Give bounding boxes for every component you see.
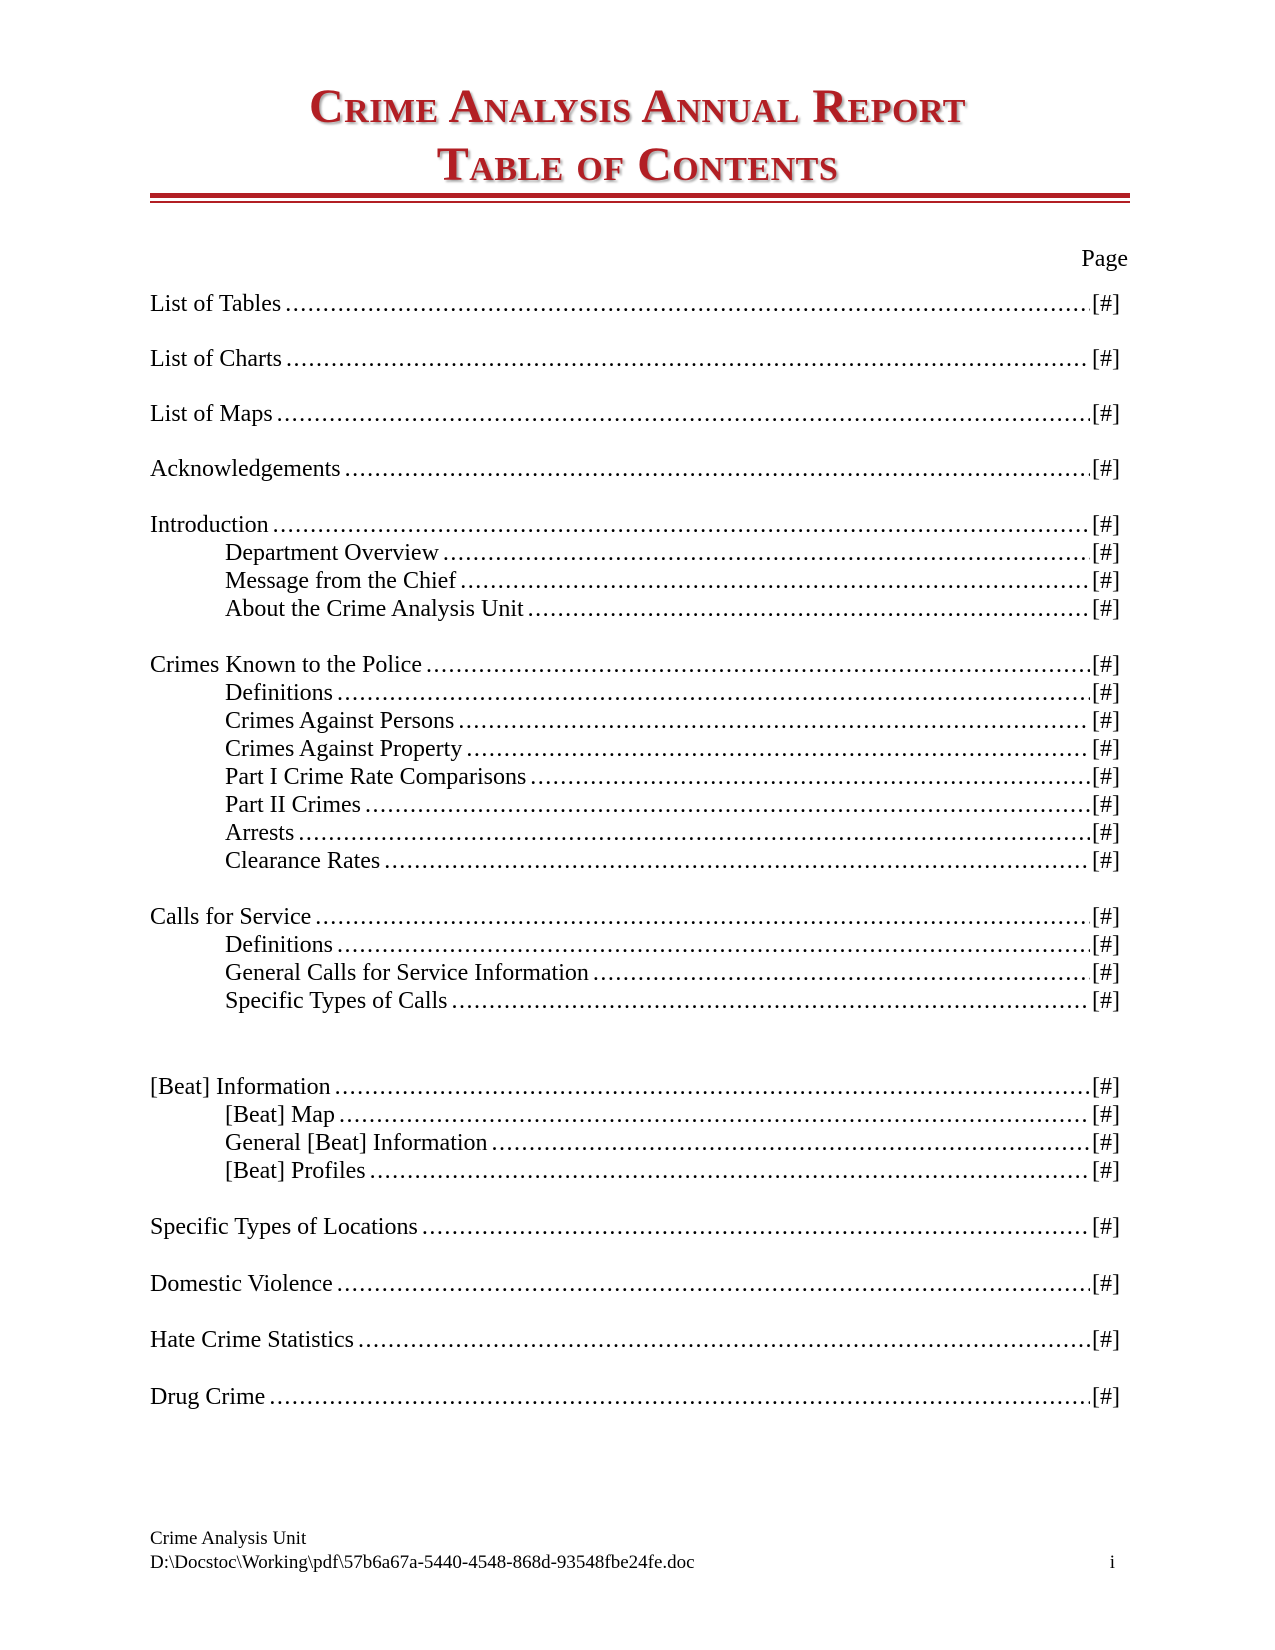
toc-entry-definitions[interactable]: Definitions ..... [#] [150, 679, 1120, 707]
toc-entry-beat-profiles[interactable]: [Beat] Profiles ..... [#] [150, 1157, 1120, 1185]
footer-unit-name: Crime Analysis Unit [150, 1528, 307, 1549]
toc-entry-list-of-charts[interactable]: List of Charts ..... [#] [150, 345, 1120, 373]
toc-entry-acknowledgements[interactable]: Acknowledgements ..... [#] [150, 455, 1120, 483]
toc-entry-department-overview[interactable]: Department Overview ..... [#] [150, 539, 1120, 567]
toc-entry-hate-crime-statistics[interactable]: Hate Crime Statistics ..... [#] [150, 1326, 1120, 1354]
toc-entry-crimes-against-persons[interactable]: Crimes Against Persons ..... [#] [150, 707, 1120, 735]
toc-entry-domestic-violence[interactable]: Domestic Violence ..... [#] [150, 1270, 1120, 1298]
toc-title: Table of Contents [436, 138, 839, 191]
toc-entry-drug-crime[interactable]: Drug Crime ..... [#] [150, 1383, 1120, 1411]
toc-entry-specific-types-of-locations[interactable]: Specific Types of Locations ..... [#] [150, 1213, 1120, 1241]
page-column-label: Page [1081, 246, 1128, 272]
toc-entry-calls-for-service[interactable]: Calls for Service ..... [#] [150, 903, 1120, 931]
toc-entry-calls-definitions[interactable]: Definitions ..... [#] [150, 931, 1120, 959]
toc-entry-list-of-maps[interactable]: List of Maps ..... [#] [150, 400, 1120, 428]
toc-entry-about-crime-analysis-unit[interactable]: About the Crime Analysis Unit ..... [#] [150, 595, 1120, 623]
toc-entry-introduction[interactable]: Introduction ..... [#] [150, 511, 1120, 539]
title-rule-thick [150, 193, 1130, 198]
toc-entry-general-beat-information[interactable]: General [Beat] Information ..... [#] [150, 1129, 1120, 1157]
toc-entry-message-from-chief[interactable]: Message from the Chief ..... [#] [150, 567, 1120, 595]
footer-file-path: D:\Docstoc\Working\pdf\57b6a67a-5440-4548-868d-93548fbe24fe.doc [150, 1552, 695, 1573]
toc-entry-clearance-rates[interactable]: Clearance Rates ..... [#] [150, 847, 1120, 875]
report-title: Crime Analysis Annual Report [308, 80, 966, 133]
toc-entry-specific-types-of-calls[interactable]: Specific Types of Calls ..... [#] [150, 987, 1120, 1015]
title-rule-thin [150, 201, 1130, 203]
toc-entry-beat-information[interactable]: [Beat] Information ..... [#] [150, 1073, 1120, 1101]
footer-page-number: i [1109, 1552, 1115, 1573]
toc-entry-crimes-against-property[interactable]: Crimes Against Property ..... [#] [150, 735, 1120, 763]
toc-entry-list-of-tables[interactable]: List of Tables ..... [#] [150, 290, 1120, 318]
toc-entry-arrests[interactable]: Arrests ..... [#] [150, 819, 1120, 847]
toc-entry-beat-map[interactable]: [Beat] Map ..... [#] [150, 1101, 1120, 1129]
toc-entry-crimes-known-to-police[interactable]: Crimes Known to the Police ..... [#] [150, 651, 1120, 679]
toc-entry-general-calls-info[interactable]: General Calls for Service Information ..... [#] [150, 959, 1120, 987]
toc-entry-part-ii-crimes[interactable]: Part II Crimes ..... [#] [150, 791, 1120, 819]
toc-entry-part-i-crime-rate-comparisons[interactable]: Part I Crime Rate Comparisons ..... [#] [150, 763, 1120, 791]
